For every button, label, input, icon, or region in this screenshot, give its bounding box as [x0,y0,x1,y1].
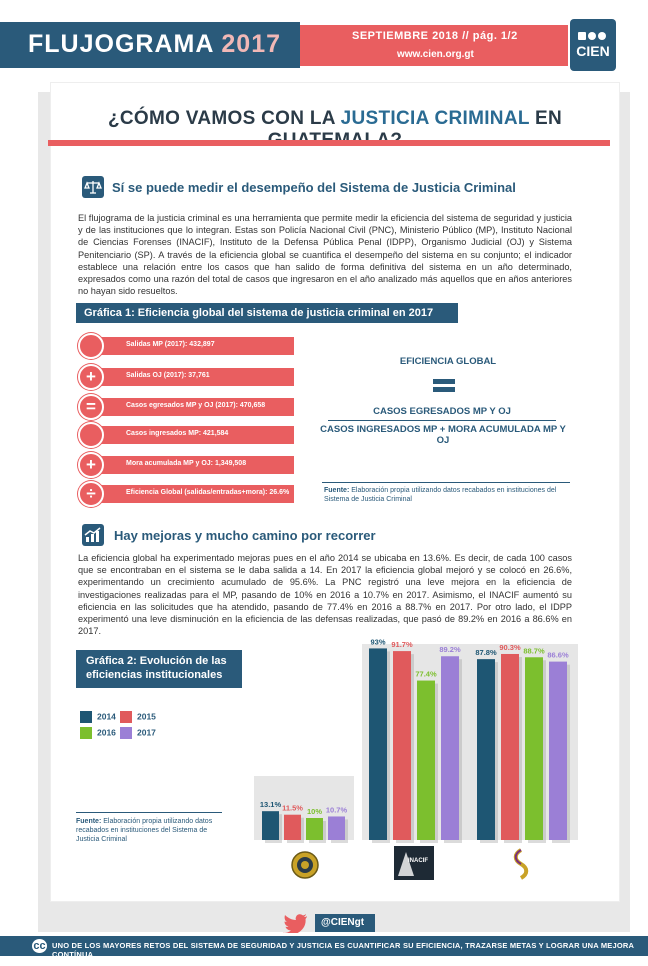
section2-heading: Hay mejoras y mucho camino por recorrer [114,528,376,543]
data-label: 91.7% [391,640,413,650]
data-label: 77.4% [415,669,437,679]
twitter-icon[interactable] [282,913,308,933]
header-title: FLUJOGRAMA 2017 [28,30,282,58]
chart-bar-inacif-2015 [393,651,411,840]
grafica1-row: + Mora acumulada MP y OJ: 1,349,508 [78,454,294,476]
legend-item: 2016 [80,727,116,739]
grafica2-source: Fuente: Elaboración propia utilizando datos recabados en instituciones del Sistema de Justicia Criminal [76,818,213,843]
quote-icon: cc [33,940,46,952]
grafica1-source: Fuente: Elaboración propia utilizando datos recabados en instituciones del Sistema de Justicia Criminal [324,487,557,503]
page-title: ¿CÓMO VAMOS CON LA JUSTICIA CRIMINAL EN [108,108,562,129]
chart-bar-idpp-2014 [477,659,495,840]
data-label: 10% [306,807,323,816]
data-label: 88.7% [523,646,545,656]
formula-denominator: CASOS INGRESADOS MP + MORA ACUMULADA MP Y OJ [320,424,566,446]
twitter-handle[interactable]: @CIENgt [315,914,375,932]
grafica1-row: = Casos egresados MP y OJ (2017): 470,658 [78,396,294,418]
data-label: 10.7% [325,805,348,815]
data-label: 93% [370,637,386,647]
data-label: 90.3% [499,642,521,652]
chart-bar-inacif-2016 [417,681,435,840]
pnc-seal-icon [290,850,320,885]
chart-bar-inacif-2017 [441,656,459,840]
data-label: 13.1% [259,800,282,810]
legend-item: 2014 [80,711,116,723]
section2-paragraph: La eficiencia global ha experimentado mejoras pues en el año 2014 se ubicaba en 13.6%. Es decir, de cada 100 casos que se encontraban en el sistema se le daba salida a 14. En 2017 la eficiencia global mejoró y se colocó en 26.6%, experimentando un crecimiento acumulado de 95.6%. La PNC registró una leve mejora en la eficiencia de investigaciones realizadas para el MP, pasando de 10% en 2016 a 10.7% en 2017. Asimismo, el INACIF aumentó su eficiencia en las solicitudes que ha atendido, pasando de 77.4% en 2016 a 88.7% en 2017. Por otro lado, el IDPP experimentó una leve disminución en la eficiencia de las defensas realizadas, que pasó de 89.2% en 2016 a 86.6% en 2017. [78,553,572,637]
grafica1-row: Salidas MP (2017): 432,897 [78,335,294,357]
chart-bar-pnc-2017 [328,816,345,840]
logo-text: CIEN [576,43,610,59]
data-label: 86.6% [547,650,569,660]
grafica1-row: Casos ingresados MP: 421,584 [78,424,294,446]
chart-bar-idpp-2016 [525,657,543,840]
chart-bar-pnc-2016 [306,818,323,840]
issue-date: SEPTIEMBRE 2018 // pág. 1/2 [352,30,518,42]
chart-bar-inacif-2014 [369,648,387,840]
chart-bar-pnc-2015 [284,815,301,840]
footer-band [0,936,648,959]
section1-heading: Sí se puede medir el desempeño del Sistema de Justicia Criminal [112,180,516,195]
chart-bar-idpp-2015 [501,654,519,840]
grafica1-heading: Gráfica 1: Eficiencia global del sistema de justicia criminal en 2017 [76,303,458,323]
footer-message: UNO DE LOS MAYORES RETOS DEL SISTEMA DE SEGURIDAD Y JUSTICIA ES CUANTIFICAR SU EFICIENCIA, TRAZARSE METAS Y LOGRAR UNA MEJORA CONTÍNUA [52,941,634,959]
idpp-logo [510,848,532,887]
grafica1-row: + Salidas OJ (2017): 37,761 [78,366,294,388]
chart-bar-pnc-2014 [262,811,279,840]
formula-title: EFICIENCIA GLOBAL [399,356,497,367]
inacif-logo: INACIF [394,846,434,880]
legend-item: 2017 [120,727,156,739]
legend-item: 2015 [120,711,156,723]
website-link[interactable]: www.cien.org.gt [397,49,474,60]
data-label: 11.5% [282,803,303,813]
chart-bar-idpp-2017 [549,662,567,840]
grafica2-heading: Gráfica 2: Evolución de las eficiencias institucionales [76,650,242,688]
section1-paragraph: El flujograma de la justicia criminal es una herramienta que permite medir la eficiencia del sistema de seguridad y justicia y de las instituciones que lo integran. Estas son Policía Nacional Civil (PNC), Ministerio Público (MP), Instituto Nacional de Ciencias Forenses (INACIF), Instituto de la Defensa Pública Penal (IDPP), Organismo Judicial (OJ) y Sistema Penitenciario (SP). A través de la eficiencia global se cuantifica el desempeño del sistema en su conjunto; el indicador establece una relación entre los casos que han salido de forma definitiva del sistema en un año determinado, expresados como una razón del total de casos que ingresaron en el año analizado más aquellos que en años anteriores no hayan sido resueltos. [78,213,572,297]
data-label: 87.8% [475,648,497,658]
grafica1-row: ÷ Eficiencia Global (salidas/entradas+mora): 26.6% [78,483,294,505]
data-label: 89.2% [439,645,461,655]
formula-numerator: CASOS EGRESADOS MP Y OJ [373,406,511,417]
